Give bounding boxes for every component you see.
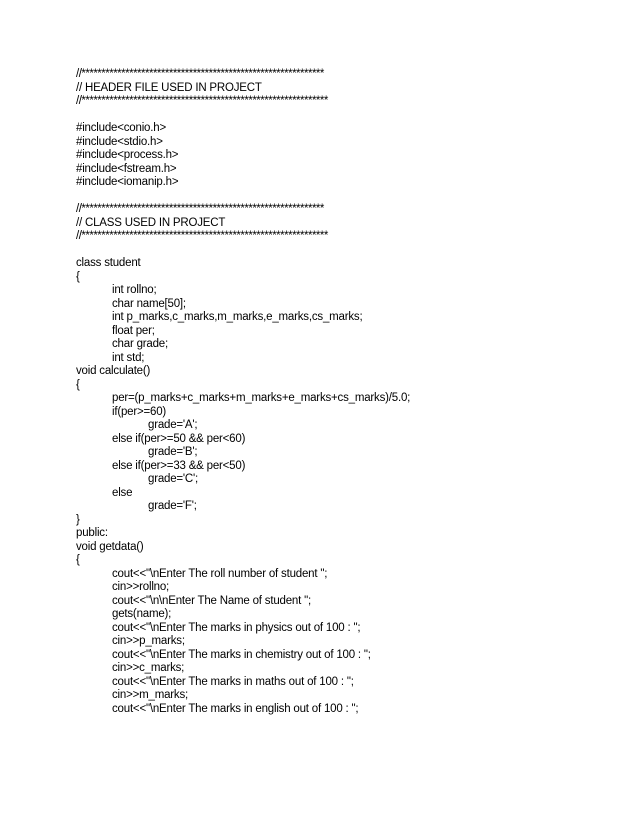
- public-label: public:: [76, 527, 108, 539]
- getdata-body-line: cout<<"\nEnter The marks in chemistry out of 100 : ";: [112, 648, 371, 661]
- else-keyword: else: [112, 486, 133, 499]
- blank-line: [76, 109, 616, 123]
- include-line: #include<conio.h>: [76, 122, 166, 134]
- code-listing: [76, 68, 616, 716]
- getdata-body-line: cout<<"\nEnter The marks in physics out of 100 : ";: [112, 621, 361, 634]
- include-line: #include<stdio.h>: [76, 135, 163, 148]
- member-line: int rollno;: [112, 284, 157, 296]
- member-line: int p_marks,c_marks,m_marks,e_marks,cs_marks;: [112, 311, 363, 323]
- calculate-close-brace: }: [76, 513, 80, 526]
- calculate-open-brace: {: [76, 378, 80, 391]
- getdata-body-line: cin>>p_marks;: [112, 635, 185, 647]
- class-rule-top: //*************************************************************: [76, 203, 324, 215]
- getdata-body-line: cin>>c_marks;: [112, 662, 185, 674]
- class-open-brace: {: [76, 270, 80, 283]
- member-line: char grade;: [112, 338, 168, 350]
- getdata-open-brace: {: [76, 554, 80, 566]
- class-rule-bottom: //**************************************************************: [76, 230, 328, 242]
- getdata-body-line: cin>>m_marks;: [112, 689, 189, 701]
- include-line: #include<fstream.h>: [76, 162, 177, 175]
- member-line: float per;: [112, 324, 155, 337]
- if-grade-a: if(per>=60): [112, 405, 167, 418]
- member-line: char name[50];: [112, 297, 186, 310]
- getdata-body-line: cout<<"\nEnter The marks in english out of 100 : ";: [112, 702, 359, 715]
- header-section-title: // HEADER FILE USED IN PROJECT: [76, 81, 262, 94]
- assign-grade-b: grade='B';: [148, 446, 198, 458]
- include-line: #include<process.h>: [76, 149, 179, 161]
- header-rule-bottom: //**************************************************************: [76, 95, 328, 107]
- getdata-body-line: gets(name);: [112, 608, 172, 620]
- assign-grade-f: grade='F';: [148, 500, 197, 512]
- include-line: #include<iomanip.h>: [76, 176, 179, 188]
- assign-grade-a: grade='A';: [148, 419, 198, 431]
- getdata-body-line: cin>>rollno;: [112, 581, 170, 593]
- header-rule-top: //*************************************************************: [76, 68, 324, 80]
- getdata-body-line: cout<<"\nEnter The marks in maths out of 100 : ";: [112, 675, 354, 688]
- assign-grade-c: grade='C';: [148, 473, 199, 485]
- blank-line: [76, 190, 616, 204]
- if-grade-c: else if(per>=33 && per<50): [112, 459, 246, 472]
- getdata-body-line: cout<<"\nEnter The roll number of student ";: [112, 567, 328, 580]
- getdata-body-line: cout<<"\n\nEnter The Name of student ";: [112, 594, 311, 607]
- blank-line: [76, 244, 616, 258]
- calculate-signature: void calculate(): [76, 365, 151, 377]
- getdata-signature: void getdata(): [76, 540, 144, 553]
- if-grade-b: else if(per>=50 && per<60): [112, 432, 246, 445]
- member-line: int std;: [112, 351, 145, 364]
- class-header: class student: [76, 257, 141, 269]
- per-statement: per=(p_marks+c_marks+m_marks+e_marks+cs_marks)/5.0;: [112, 392, 411, 404]
- class-section-title: // CLASS USED IN PROJECT: [76, 216, 226, 229]
